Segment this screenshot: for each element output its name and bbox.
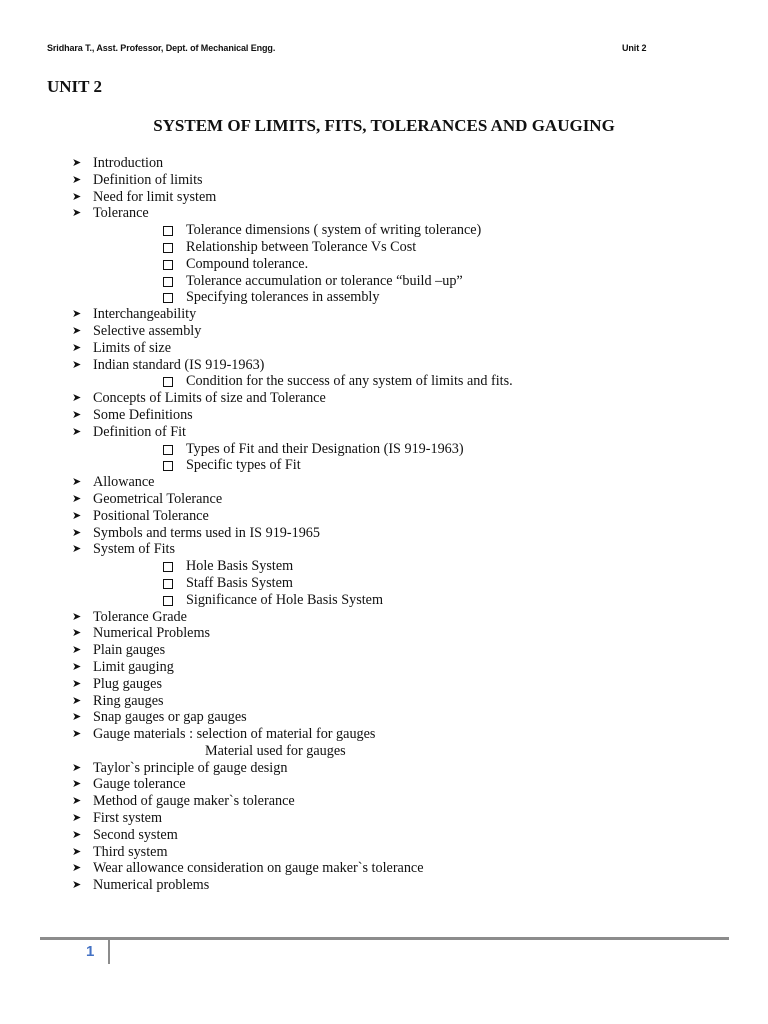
page-number: 1 — [86, 943, 95, 960]
checkbox-bullet-icon — [163, 562, 173, 572]
toc-item-text: Wear allowance consideration on gauge maker`s tolerance — [93, 860, 424, 877]
toc-item-text: Material used for gauges — [205, 742, 346, 759]
arrow-bullet-icon: ➤ — [72, 710, 82, 724]
arrow-bullet-icon: ➤ — [72, 794, 82, 808]
arrow-bullet-icon: ➤ — [72, 878, 82, 892]
arrow-bullet-icon: ➤ — [72, 676, 82, 690]
arrow-bullet-icon: ➤ — [72, 827, 82, 841]
toc-subitem — [0, 373, 768, 390]
toc-item-text: Plug gauges — [93, 675, 162, 692]
toc-subitem — [0, 273, 768, 290]
toc-item — [0, 693, 768, 710]
toc-item — [0, 474, 768, 491]
toc-item-text: Staff Basis System — [186, 574, 293, 591]
toc-item — [0, 659, 768, 676]
toc-item-text: Gauge tolerance — [93, 776, 186, 793]
toc-item-text: Tolerance accumulation or tolerance “build –up” — [186, 272, 463, 289]
toc-item-text: System of Fits — [93, 541, 175, 558]
toc-item — [0, 340, 768, 357]
page-number-divider — [108, 940, 110, 964]
checkbox-bullet-icon — [163, 461, 173, 471]
toc-item-text: Tolerance Grade — [93, 608, 187, 625]
arrow-bullet-icon: ➤ — [72, 307, 82, 321]
toc-item-text: Numerical Problems — [93, 625, 211, 642]
header-unit: Unit 2 — [622, 43, 647, 53]
toc-subitem — [0, 441, 768, 458]
checkbox-bullet-icon — [163, 243, 173, 253]
toc-item-text: Interchangeability — [93, 306, 197, 323]
header-author: Sridhara T., Asst. Professor, Dept. of Mechanical Engg. — [47, 43, 276, 53]
checkbox-bullet-icon — [163, 293, 173, 303]
arrow-bullet-icon: ➤ — [72, 424, 82, 438]
toc-item-text: Tolerance — [93, 205, 149, 222]
table-of-contents — [0, 155, 768, 894]
arrow-bullet-icon: ➤ — [72, 777, 82, 791]
checkbox-bullet-icon — [163, 579, 173, 589]
toc-item — [0, 172, 768, 189]
toc-item-text: Symbols and terms used in IS 919-1965 — [93, 524, 320, 541]
toc-item-text: Plain gauges — [93, 642, 166, 659]
arrow-bullet-icon: ➤ — [72, 693, 82, 707]
toc-item — [0, 810, 768, 827]
toc-item-text: Need for limit system — [93, 188, 217, 205]
toc-item-text: Significance of Hole Basis System — [186, 591, 384, 608]
arrow-bullet-icon: ➤ — [72, 340, 82, 354]
toc-item-text: Specifying tolerances in assembly — [186, 289, 380, 306]
toc-item-text: Hole Basis System — [186, 558, 294, 575]
toc-subitem — [0, 289, 768, 306]
toc-item — [0, 424, 768, 441]
toc-item-text: Gauge materials : selection of material for gauges — [93, 726, 376, 743]
toc-item — [0, 205, 768, 222]
checkbox-bullet-icon — [163, 260, 173, 270]
arrow-bullet-icon: ➤ — [72, 508, 82, 522]
arrow-bullet-icon: ➤ — [72, 407, 82, 421]
toc-item-text: Condition for the success of any system of limits and fits. — [186, 373, 513, 390]
toc-item — [0, 844, 768, 861]
arrow-bullet-icon: ➤ — [72, 323, 82, 337]
checkbox-bullet-icon — [163, 226, 173, 236]
toc-item — [0, 541, 768, 558]
document-title: SYSTEM OF LIMITS, FITS, TOLERANCES AND GAUGING — [153, 116, 615, 135]
toc-item — [0, 676, 768, 693]
toc-item — [0, 357, 768, 374]
arrow-bullet-icon: ➤ — [72, 643, 82, 657]
toc-subitem — [0, 558, 768, 575]
arrow-bullet-icon: ➤ — [72, 760, 82, 774]
toc-item — [0, 776, 768, 793]
toc-item-text: Second system — [93, 826, 178, 843]
toc-item — [0, 491, 768, 508]
arrow-bullet-icon: ➤ — [72, 844, 82, 858]
toc-item — [0, 642, 768, 659]
toc-item — [0, 155, 768, 172]
toc-item-text: Allowance — [93, 474, 155, 491]
arrow-bullet-icon: ➤ — [72, 475, 82, 489]
arrow-bullet-icon: ➤ — [72, 659, 82, 673]
toc-item — [0, 760, 768, 777]
arrow-bullet-icon: ➤ — [72, 811, 82, 825]
toc-item-text: Relationship between Tolerance Vs Cost — [186, 238, 417, 255]
arrow-bullet-icon: ➤ — [72, 542, 82, 556]
checkbox-bullet-icon — [163, 596, 173, 606]
toc-item — [0, 709, 768, 726]
toc-item-text: Some Definitions — [93, 406, 193, 423]
toc-item-text: Definition of Fit — [93, 423, 187, 440]
toc-item-text: Specific types of Fit — [186, 457, 301, 474]
toc-item — [0, 189, 768, 206]
toc-item-text: Concepts of Limits of size and Tolerance — [93, 390, 326, 407]
toc-item-text: Taylor`s principle of gauge design — [93, 759, 288, 776]
toc-item — [0, 625, 768, 642]
toc-item-text: Numerical problems — [93, 877, 210, 894]
toc-item-text: Positional Tolerance — [93, 507, 209, 524]
toc-item — [0, 726, 768, 743]
toc-item-text: First system — [93, 810, 162, 827]
arrow-bullet-icon: ➤ — [72, 391, 82, 405]
checkbox-bullet-icon — [163, 445, 173, 455]
toc-item-text: Method of gauge maker`s tolerance — [93, 793, 295, 810]
toc-item — [0, 793, 768, 810]
toc-item — [0, 306, 768, 323]
toc-item-text: Introduction — [93, 155, 164, 171]
toc-item-text: Limit gauging — [93, 658, 174, 675]
arrow-bullet-icon: ➤ — [72, 357, 82, 371]
arrow-bullet-icon: ➤ — [72, 626, 82, 640]
toc-item-text: Ring gauges — [93, 692, 164, 709]
unit-heading: UNIT 2 — [47, 77, 102, 96]
toc-subitem — [0, 575, 768, 592]
arrow-bullet-icon: ➤ — [72, 861, 82, 875]
arrow-bullet-icon: ➤ — [72, 727, 82, 741]
checkbox-bullet-icon — [163, 377, 173, 387]
toc-item-text: Geometrical Tolerance — [93, 490, 223, 507]
arrow-bullet-icon: ➤ — [72, 609, 82, 623]
toc-subitem — [0, 592, 768, 609]
toc-item-text: Types of Fit and their Designation (IS 919-1963) — [186, 440, 464, 457]
toc-item — [0, 877, 768, 894]
checkbox-bullet-icon — [163, 277, 173, 287]
arrow-bullet-icon: ➤ — [72, 172, 82, 186]
toc-item-text: Snap gauges or gap gauges — [93, 709, 247, 726]
toc-item-text: Third system — [93, 843, 168, 860]
arrow-bullet-icon: ➤ — [72, 525, 82, 539]
toc-item-text: Indian standard (IS 919-1963) — [93, 356, 265, 373]
toc-subitem — [0, 222, 768, 239]
toc-item — [0, 390, 768, 407]
toc-subitem — [0, 256, 768, 273]
toc-subitem — [0, 239, 768, 256]
toc-item-text: Selective assembly — [93, 322, 202, 339]
toc-item-text: Tolerance dimensions ( system of writing tolerance) — [186, 222, 482, 239]
toc-item-text: Definition of limits — [93, 171, 203, 188]
arrow-bullet-icon: ➤ — [72, 206, 82, 220]
toc-item — [0, 508, 768, 525]
toc-item — [0, 323, 768, 340]
toc-subitem — [0, 457, 768, 474]
toc-item-text: Limits of size — [93, 339, 172, 356]
toc-item — [0, 407, 768, 424]
toc-continuation — [0, 743, 768, 760]
arrow-bullet-icon: ➤ — [72, 189, 82, 203]
toc-item — [0, 525, 768, 542]
toc-item — [0, 609, 768, 626]
arrow-bullet-icon: ➤ — [72, 491, 82, 505]
toc-item-text: Compound tolerance. — [186, 255, 309, 272]
arrow-bullet-icon: ➤ — [72, 156, 82, 169]
toc-item — [0, 827, 768, 844]
toc-item — [0, 860, 768, 877]
footer-rule — [40, 937, 729, 940]
